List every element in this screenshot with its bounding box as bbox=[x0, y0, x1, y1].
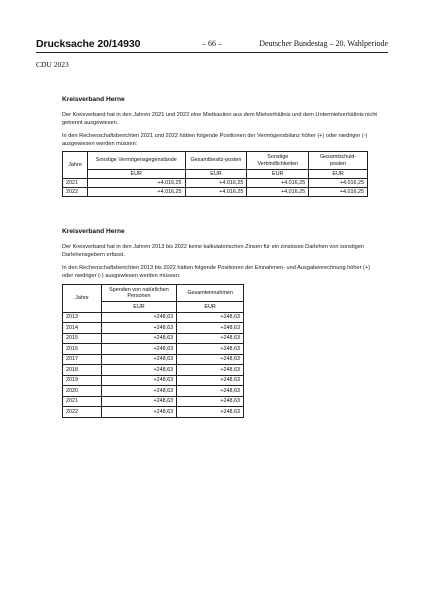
value-cell: +248,63 bbox=[177, 344, 244, 355]
section-1-title: Kreisverband Herne bbox=[62, 96, 125, 103]
document-number-value: 14930 bbox=[111, 38, 141, 50]
table-row bbox=[63, 333, 244, 344]
column-header: Sonstige Vermögensgegenstände bbox=[87, 152, 185, 170]
column-header-jahre: Jahre bbox=[63, 152, 88, 179]
year-cell: 2020 bbox=[63, 386, 102, 397]
year-cell: 2014 bbox=[63, 323, 102, 334]
value-cell: +248,63 bbox=[177, 407, 244, 418]
document-number-prefix: Drucksache 20/ bbox=[36, 38, 112, 50]
section-2-para-1: Der Kreisverband hat in den Jahren 2013 bis 2022 keine kalkulatorischen Zinsen für ein zinsloses Darlehen von sonstigen Darlehensgebern erfasst. bbox=[62, 244, 364, 258]
column-header: Gesamteinnahmen bbox=[177, 285, 244, 302]
value-cell: +248,63 bbox=[177, 312, 244, 323]
unit-cell: EUR bbox=[309, 170, 368, 179]
table-row bbox=[63, 188, 368, 197]
value-cell: +248,63 bbox=[177, 386, 244, 397]
year-cell: 2022 bbox=[63, 188, 88, 197]
year-cell: 2015 bbox=[63, 333, 102, 344]
table-header-row bbox=[63, 152, 368, 170]
value-cell: +248,63 bbox=[177, 333, 244, 344]
party-line: CDU 2023 bbox=[36, 60, 69, 69]
value-cell: +248,63 bbox=[101, 333, 176, 344]
page-number: – 66 – bbox=[202, 39, 222, 48]
year-cell: 2017 bbox=[63, 354, 102, 365]
unit-cell: EUR bbox=[185, 170, 247, 179]
value-cell: +248,63 bbox=[101, 396, 176, 407]
table-row bbox=[63, 386, 244, 397]
value-cell: +248,63 bbox=[101, 354, 176, 365]
section-2-title: Kreisverband Herne bbox=[62, 228, 125, 235]
year-cell: 2021 bbox=[63, 179, 88, 188]
value-cell: +4.016,25 bbox=[87, 188, 185, 197]
value-cell: +248,63 bbox=[101, 323, 176, 334]
value-cell: +248,63 bbox=[177, 375, 244, 386]
value-cell: +248,63 bbox=[101, 386, 176, 397]
value-cell: +248,63 bbox=[177, 396, 244, 407]
page-header bbox=[36, 38, 388, 53]
value-cell: +248,63 bbox=[177, 365, 244, 376]
year-cell: 2022 bbox=[63, 407, 102, 418]
table-row bbox=[63, 323, 244, 334]
year-cell: 2021 bbox=[63, 396, 102, 407]
value-cell: +4.016,25 bbox=[247, 179, 309, 188]
value-cell: +248,63 bbox=[177, 323, 244, 334]
table-row bbox=[63, 365, 244, 376]
year-cell: 2016 bbox=[63, 344, 102, 355]
value-cell: +248,63 bbox=[101, 375, 176, 386]
column-header-jahre: Jahre bbox=[63, 285, 102, 313]
value-cell: +248,63 bbox=[101, 365, 176, 376]
value-cell: +248,63 bbox=[101, 407, 176, 418]
table-row bbox=[63, 179, 368, 188]
table-row bbox=[63, 354, 244, 365]
column-header: Gesamtbesitz-posten bbox=[185, 152, 247, 170]
table-header-row bbox=[63, 285, 244, 302]
unit-cell: EUR bbox=[87, 170, 185, 179]
value-cell: +4.016,25 bbox=[247, 188, 309, 197]
year-cell: 2013 bbox=[63, 312, 102, 323]
value-cell: +248,63 bbox=[177, 354, 244, 365]
table-unit-row bbox=[63, 170, 368, 179]
year-cell: 2019 bbox=[63, 375, 102, 386]
table-row bbox=[63, 344, 244, 355]
value-cell: +4.016,25 bbox=[309, 188, 368, 197]
section-1 bbox=[62, 96, 380, 197]
section-1-para-1: Der Kreisverband hat in den Jahren 2021 und 2022 eine Mietkaution aus dem Mietverhältnis und dem Untermietverhältnis nicht getrennt ausgewiesen. bbox=[62, 112, 377, 126]
einnahmen-table bbox=[62, 284, 244, 418]
column-header: Sonstige Verbindlichkeiten bbox=[247, 152, 309, 170]
vermoegensbilanz-table bbox=[62, 151, 368, 197]
table-row bbox=[63, 312, 244, 323]
section-2 bbox=[62, 228, 380, 418]
value-cell: +4.016,25 bbox=[185, 179, 247, 188]
table-row bbox=[63, 396, 244, 407]
table-row bbox=[63, 375, 244, 386]
value-cell: +248,63 bbox=[101, 312, 176, 323]
column-header: Gesamtschuld-posten bbox=[309, 152, 368, 170]
unit-cell: EUR bbox=[177, 302, 244, 313]
unit-cell: EUR bbox=[247, 170, 309, 179]
section-1-para-2: In den Rechenschaftsberichten 2021 und 2022 hätten folgende Positionen der Vermögensbilanz höher (+) oder niedriger (-) ausgewiesen werden müssen: bbox=[62, 133, 368, 147]
column-header: Spenden von natürlichen Personen bbox=[101, 285, 176, 302]
section-2-para-2: In den Rechenschaftsberichten 2013 bis 2022 hätten folgende Positionen der Einnahmen- und Ausgabenrechnung höher (+) oder niedriger (-) ausgewiesen werden müssen: bbox=[62, 265, 371, 279]
value-cell: +4.016,25 bbox=[185, 188, 247, 197]
unit-cell: EUR bbox=[101, 302, 176, 313]
publisher: Deutscher Bundestag – 20. Wahlperiode bbox=[259, 39, 388, 48]
table-row bbox=[63, 407, 244, 418]
value-cell: +4.016,25 bbox=[87, 179, 185, 188]
value-cell: +248,63 bbox=[101, 344, 176, 355]
value-cell: +4.016,25 bbox=[309, 179, 368, 188]
year-cell: 2018 bbox=[63, 365, 102, 376]
